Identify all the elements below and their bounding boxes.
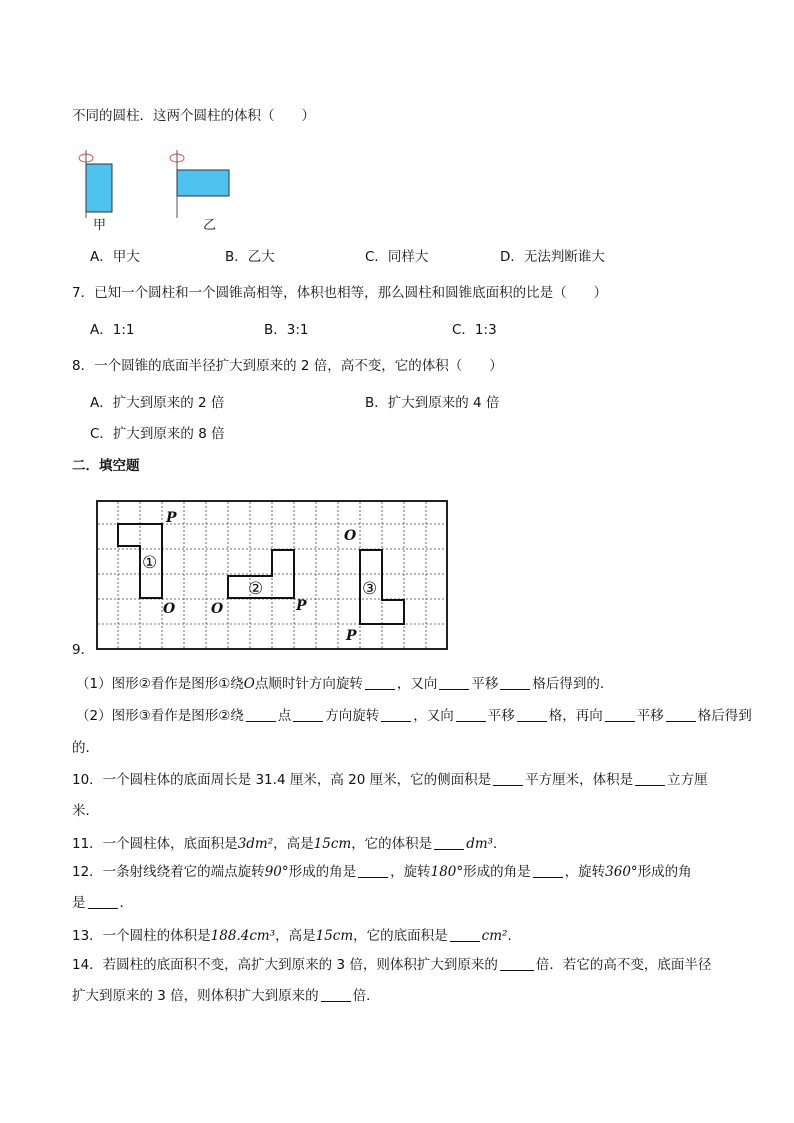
answer-blank[interactable] [439,675,469,690]
q10 [72,770,708,790]
q14-text-d: 倍． [352,988,380,1004]
q11 [72,834,507,854]
q9-part1-text-b: 点顺时针方向旋转 [254,676,363,692]
label-p3: P [346,628,357,644]
q9-part1-text-c: ，又向 [396,676,438,692]
answer-blank[interactable] [321,987,351,1002]
q11-text-a: 11．一个圆柱体，底面积是 [72,836,238,852]
q12-tail [72,893,133,913]
label-yi: 乙 [203,218,217,233]
q9-part2-text-f: 格，再向 [548,708,603,724]
answer-blank[interactable] [381,707,411,722]
answer-blank[interactable] [358,863,388,878]
q14-text-c: 扩大到原来的 3 倍，则体积扩大到原来的 [72,988,319,1004]
q9-part1-text-a: （1）图形②看作是图形①绕 [76,676,244,692]
q13-text-d: ． [507,928,521,944]
q13-text-a: 13．一个圆柱的体积是 [72,928,211,944]
q11-text-d: ． [493,836,507,852]
q13-text-c: ，它的底面积是 [353,928,448,944]
answer-blank[interactable] [365,675,395,690]
q6-option-c: C．同样大 [365,249,429,265]
answer-blank[interactable] [666,707,696,722]
label-o3: O [344,528,357,544]
answer-blank[interactable] [493,771,523,786]
section-title: 二．填空题 [72,458,140,474]
q12-text-a: 12．一条射线绕着它的端点旋转 [72,864,265,880]
answer-blank[interactable] [456,707,486,722]
q14-text-a: 14．若圆柱的底面积不变，高扩大到原来的 3 倍，则体积扩大到原来的 [72,957,498,973]
q9-part2-text-h: 格后得到 [697,708,752,724]
q9-part2-text-a: （2）图形③看作是图形②绕 [76,708,244,724]
q9-number: 9． [72,642,95,658]
q13-volume: 188.4cm³ [210,928,276,944]
rect-jia [86,164,112,212]
q6-figure [70,146,270,236]
q9-part2-text-d: ，又向 [413,708,454,724]
q10-tail: 米． [72,803,99,819]
q12-text-d: 形成的角是 [463,864,531,880]
q13 [72,926,521,946]
q12-text-f: 形成的角 [637,864,692,880]
answer-blank[interactable] [293,707,323,722]
q9-part2-text-c: 方向旋转 [325,708,380,724]
q6-option-b: B．乙大 [225,249,275,265]
answer-blank[interactable] [500,956,534,971]
q9-part2-text-g: 平移 [636,708,664,724]
q12 [72,862,692,882]
q12-text-b: 形成的角是 [288,864,357,880]
q12-text-e: ，旋转 [564,864,606,880]
answer-blank[interactable] [246,707,276,722]
q6-stem-tail: 不同的圆柱．这两个圆柱的体积（ ） [72,108,315,124]
q14-line2 [72,986,380,1006]
q7-option-a: A．1:1 [90,322,135,338]
answer-blank[interactable] [635,771,665,786]
q12-tail-b: ． [119,895,133,911]
q14 [72,955,711,975]
q9-part2-tail: 的． [72,740,99,756]
label-o2: O [211,601,224,617]
q8-option-a: A．扩大到原来的 2 倍 [90,395,225,411]
q10-text-c: 立方厘 [667,772,708,788]
rect-yi [177,170,229,196]
label-p1: P [166,510,177,526]
label-shape-2: ② [248,579,264,599]
label-shape-3: ③ [362,579,378,599]
q13-height: 15cm [315,928,354,944]
answer-blank[interactable] [533,863,563,878]
q12-text-c: ，旋转 [390,864,431,880]
q7-option-c: C．1:3 [452,322,497,338]
q9-part2-text-b: 点 [277,708,292,724]
q9-part1-o: O [243,676,255,692]
q9-part1-text-d: 平移 [471,676,499,692]
q12-deg90: 90° [264,864,289,880]
q7-stem: 7．已知一个圆柱和一个圆锥高相等，体积也相等，那么圆柱和圆锥底面积的比是（ ） [72,285,608,301]
q8-stem: 8．一个圆锥的底面半径扩大到原来的 2 倍，高不变，它的体积（ ） [72,358,503,374]
q12-tail-a: 是 [72,895,86,911]
q11-height: 15cm [313,836,352,852]
answer-blank[interactable] [500,675,530,690]
q9-part2-text-e: 平移 [487,708,515,724]
q13-unit: cm² [481,928,508,944]
answer-blank[interactable] [450,927,480,942]
q7-option-b: B．3:1 [264,322,309,338]
label-o1: O [163,601,176,617]
q9-part2 [76,706,752,726]
q8-option-c: C．扩大到原来的 8 倍 [90,426,225,442]
q11-area: 3dm² [237,836,274,852]
q9-part1-text-e: 格后得到的． [532,676,614,692]
q6-option-a: A．甲大 [90,249,140,265]
q11-text-b: ，高是 [273,836,314,852]
q8-option-b: B．扩大到原来的 4 倍 [365,395,500,411]
q9-part1 [76,674,613,694]
q6-option-d: D．无法判断谁大 [500,249,605,265]
q9-grid-figure [96,500,448,652]
label-shape-1: ① [142,553,158,573]
answer-blank[interactable] [434,835,464,850]
label-jia: 甲 [93,218,107,233]
q11-unit: dm³ [466,836,494,852]
q12-deg180: 180° [430,864,464,880]
q10-text-a: 10．一个圆柱体的底面周长是 31.4 厘米，高 20 厘米，它的侧面积是 [72,772,492,788]
answer-blank[interactable] [605,707,635,722]
q11-text-c: ，它的体积是 [351,836,433,852]
answer-blank[interactable] [517,707,547,722]
q10-text-b: 平方厘米，体积是 [525,772,634,788]
label-p2: P [296,598,307,614]
q14-text-b: 倍．若它的高不变，底面半径 [535,957,712,973]
q12-deg360: 360° [605,864,638,880]
answer-blank[interactable] [88,894,118,909]
q13-text-b: ，高是 [275,928,316,944]
